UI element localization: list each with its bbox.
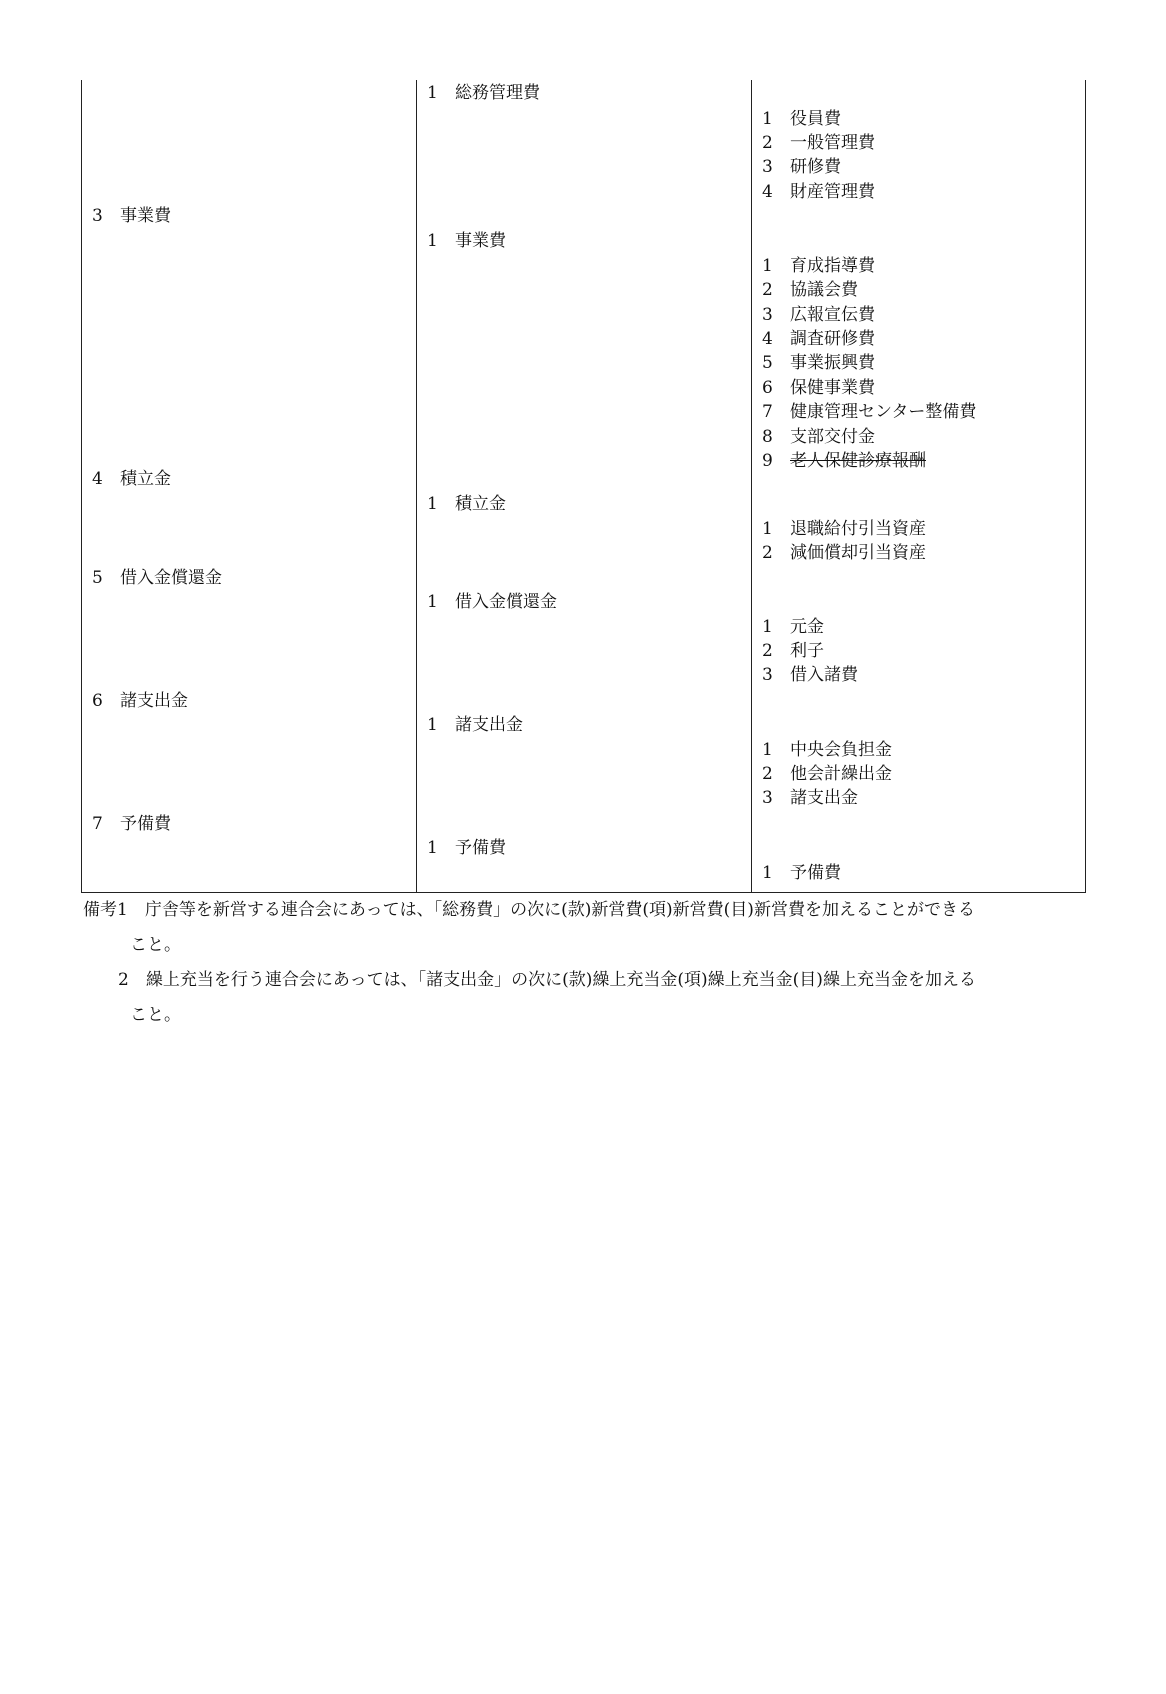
kan-row: 7 予備費 [92,814,171,834]
column-divider [751,80,752,892]
note-2-line-2: こと。 [130,1005,181,1025]
note-1-line-1: 備考1 庁舎等を新営する連合会にあっては、「総務費」の次に(款)新営費(項)新営費(目)新営費を加えることができる [83,900,975,920]
moku-row: 7 健康管理センター整備費 [762,402,977,422]
moku-row: 2 一般管理費 [762,133,875,153]
moku-row-deleted: 9 老人保健診療報酬 [762,451,926,471]
moku-row: 1 中央会負担金 [762,740,892,760]
moku-row: 3 研修費 [762,157,841,177]
column-divider [416,80,417,892]
moku-row: 3 広報宣伝費 [762,305,875,325]
kou-row: 1 総務管理費 [427,83,540,103]
moku-row: 1 退職給付引当資産 [762,519,926,539]
moku-row: 1 育成指導費 [762,256,875,276]
kou-row: 1 諸支出金 [427,715,523,735]
kan-row: 4 積立金 [92,469,171,489]
moku-row: 4 調査研修費 [762,329,875,349]
moku-row: 2 他会計繰出金 [762,764,892,784]
moku-row: 4 財産管理費 [762,182,875,202]
moku-row: 1 役員費 [762,109,841,129]
moku-row: 8 支部交付金 [762,427,875,447]
note-2-line-1: 2 繰上充当を行う連合会にあっては、「諸支出金」の次に(款)繰上充当金(項)繰上充当金(目)繰上充当金を加える [118,970,976,990]
kou-row: 1 借入金償還金 [427,592,557,612]
kan-row: 6 諸支出金 [92,691,188,711]
kou-row: 1 積立金 [427,494,506,514]
note-1-line-2: こと。 [130,935,181,955]
moku-row: 1 元金 [762,617,824,637]
moku-row: 2 協議会費 [762,280,858,300]
kan-row: 3 事業費 [92,206,171,226]
moku-row: 5 事業振興費 [762,353,875,373]
moku-row: 1 予備費 [762,863,841,883]
moku-row: 2 利子 [762,641,824,661]
kou-row: 1 事業費 [427,231,506,251]
budget-table [81,80,1086,893]
kan-row: 5 借入金償還金 [92,568,222,588]
moku-row: 3 借入諸費 [762,665,858,685]
moku-row: 2 減価償却引当資産 [762,543,926,563]
moku-row: 3 諸支出金 [762,788,858,808]
kou-row: 1 予備費 [427,838,506,858]
moku-row: 6 保健事業費 [762,378,875,398]
